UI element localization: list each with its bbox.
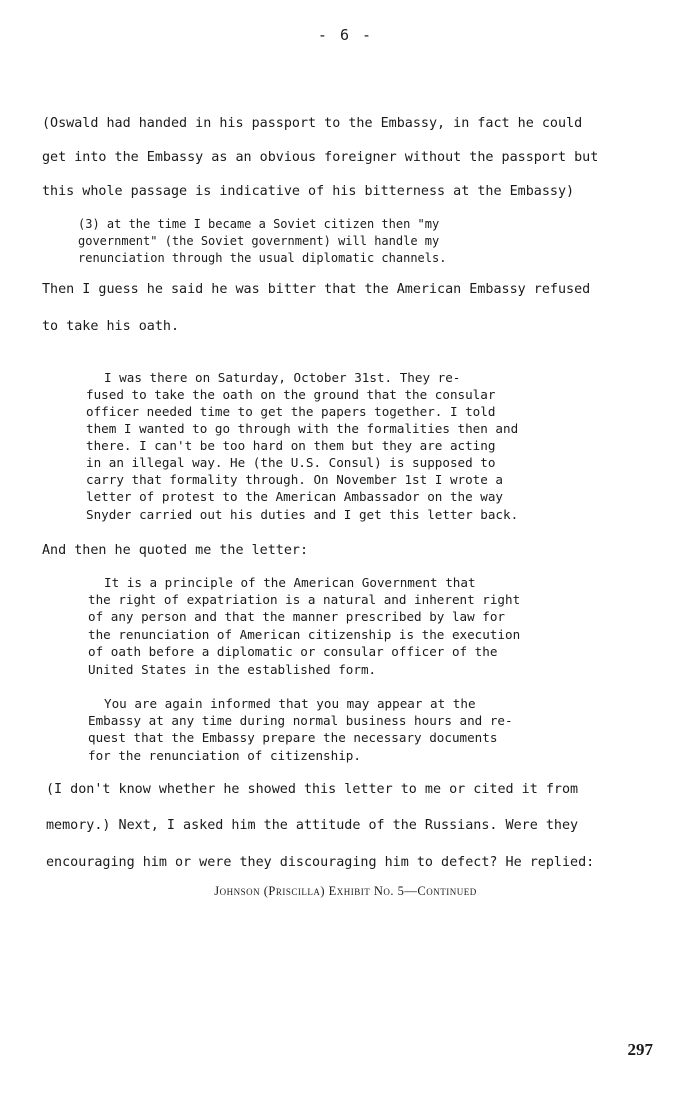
quote-line: the renunciation of American citizenship is the execution [88,627,521,642]
quote-line: I was there on Saturday, October 31st. They re- [104,370,461,385]
body-line: (I don't know whether he showed this letter to me or cited it from [46,782,579,797]
quote-line: in an illegal way. He (the U.S. Consul) is supposed to [86,455,496,470]
quote-line: Embassy at any time during normal business hours and re- [88,713,513,728]
quote-line: fused to take the oath on the ground that the consular [86,387,496,402]
body-line: this whole passage is indicative of his bitterness at the Embassy) [42,184,575,199]
body-line: And then he quoted me the letter: [42,543,309,558]
quote-line: letter of protest to the American Ambassador on the way [86,489,504,504]
quote-line: It is a principle of the American Government that [104,575,476,590]
quote-line: of any person and that the manner prescribed by law for [88,609,506,624]
quote-line: them I wanted to go through with the formalities then and [86,421,519,436]
body-line: memory.) Next, I asked him the attitude of the Russians. Were they [46,818,579,833]
quote-line: United States in the established form. [88,662,377,677]
quote-line: renunciation through the usual diplomatic channels. [78,251,447,265]
body-line: (Oswald had handed in his passport to the Embassy, in fact he could [42,116,583,131]
quote-line: Snyder carried out his duties and I get this letter back. [86,507,519,522]
exhibit-caption: Johnson (Priscilla) Exhibit No. 5—Continued [214,884,477,898]
body-line: to take his oath. [42,319,180,334]
quote-line: for the renunciation of citizenship. [88,748,361,763]
quote-line: officer needed time to get the papers together. I told [86,404,496,419]
quote-line: (3) at the time I became a Soviet citizen then "my [78,217,440,231]
quote-line: of oath before a diplomatic or consular officer of the [88,644,498,659]
quote-line: You are again informed that you may appear at the [104,696,476,711]
body-line: Then I guess he said he was bitter that the American Embassy refused [42,282,591,297]
quote-line: the right of expatriation is a natural and inherent right [88,592,521,607]
quote-line: there. I can't be too hard on them but they are acting [86,438,496,453]
quote-line: government" (the Soviet government) will handle my [78,234,440,248]
quote-line: carry that formality through. On November 1st I wrote a [86,472,504,487]
quote-line: quest that the Embassy prepare the necessary documents [88,730,498,745]
page-folio: 297 [627,1040,653,1059]
page-number: - 6 - [317,26,374,44]
body-line: get into the Embassy as an obvious foreigner without the passport but [42,150,599,165]
body-line: encouraging him or were they discouraging him to defect? He replied: [46,855,595,870]
